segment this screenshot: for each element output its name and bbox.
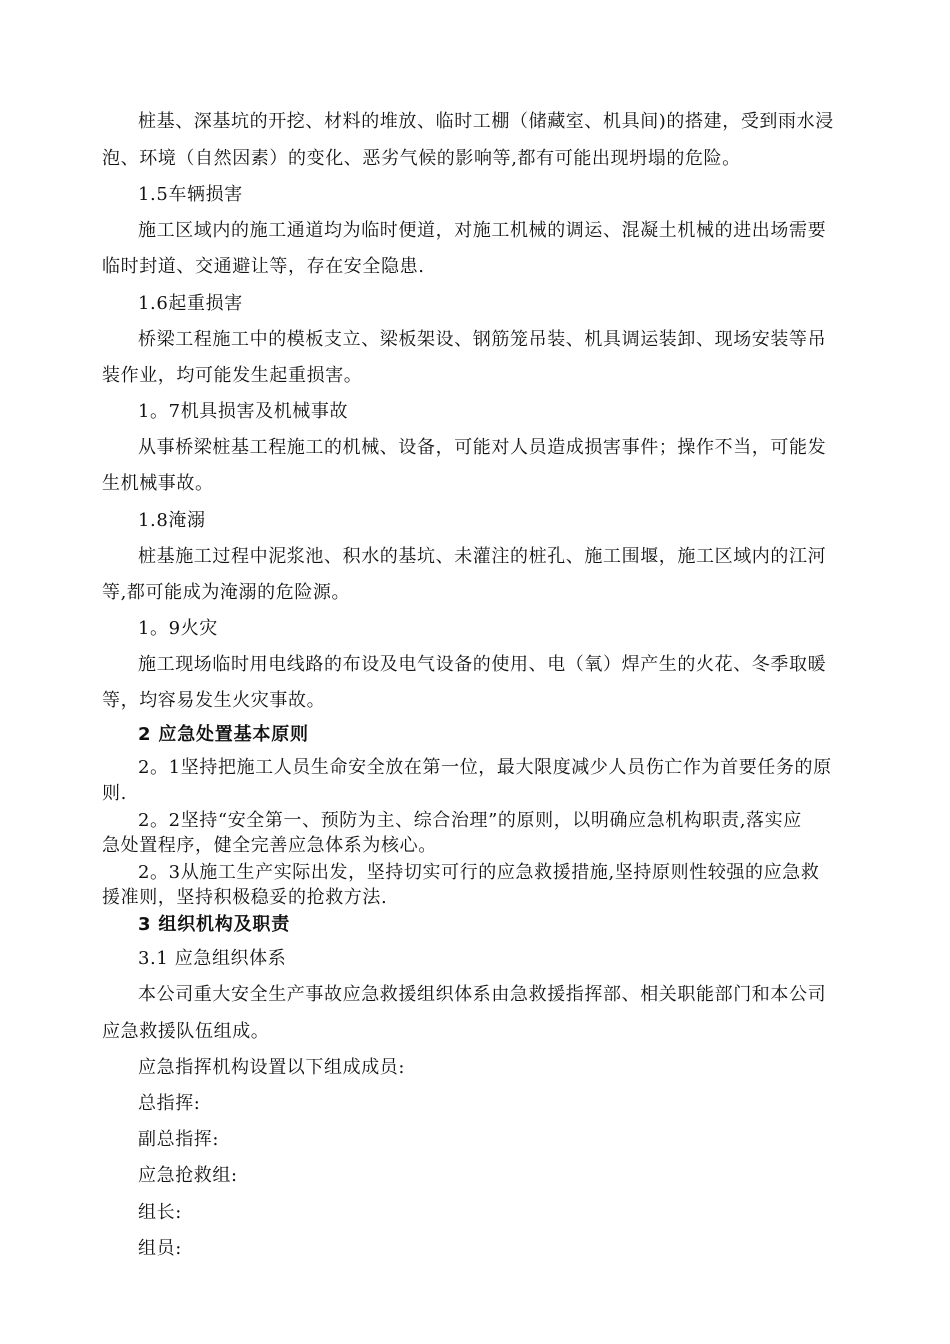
- section-heading-3: 3 组织机构及职责: [138, 914, 290, 935]
- text-line: 桩基、深基坑的开挖、材料的堆放、临时工棚（储藏室、机具间)的搭建，受到雨水浸: [138, 111, 834, 132]
- text-line: 生机械事故。: [102, 473, 214, 494]
- text-line: 应急救援队伍组成。: [102, 1021, 270, 1042]
- section-heading-2: 2 应急处置基本原则: [138, 724, 309, 745]
- text-line: 则.: [102, 783, 127, 804]
- text-line: 应急指挥机构设置以下组成成员:: [138, 1057, 406, 1078]
- field-label-commander: 总指挥:: [138, 1093, 201, 1114]
- text-line: 本公司重大安全生产事故应急救援组织体系由急救援指挥部、相关职能部门和本公司: [138, 984, 827, 1005]
- field-label-deputy-commander: 副总指挥:: [138, 1129, 220, 1150]
- text-line: 桩基施工过程中泥浆池、积水的基坑、未灌注的桩孔、施工围堰，施工区域内的江河: [138, 546, 827, 567]
- text-line: 2。3从施工生产实际出发，坚持切实可行的应急救援措施,坚持原则性较强的应急救: [138, 862, 820, 883]
- text-line: 施工区域内的施工通道均为临时便道，对施工机械的调运、混凝土机械的进出场需要: [138, 220, 827, 241]
- text-line: 援准则，坚持积极稳妥的抢救方法.: [102, 887, 388, 908]
- field-label-rescue-team: 应急抢救组:: [138, 1165, 238, 1186]
- text-line: 施工现场临时用电线路的布设及电气设备的使用、电（氧）焊产生的火花、冬季取暖: [138, 654, 827, 675]
- section-heading-1-6: 1.6起重损害: [138, 293, 243, 314]
- text-line: 等,都可能成为淹溺的危险源。: [102, 582, 351, 603]
- field-label-team-members: 组员:: [138, 1238, 182, 1259]
- text-line: 装作业，均可能发生起重损害。: [102, 365, 363, 386]
- text-line: 桥梁工程施工中的模板支立、梁板架设、钢筋笼吊装、机具调运装卸、现场安装等吊: [138, 329, 827, 350]
- section-heading-3-1: 3.1 应急组织体系: [138, 948, 287, 969]
- section-heading-1-5: 1.5车辆损害: [138, 184, 243, 205]
- text-line: 等，均容易发生火灾事故。: [102, 690, 326, 711]
- field-label-team-leader: 组长:: [138, 1202, 182, 1223]
- section-heading-1-7: 1。7机具损害及机械事故: [138, 401, 349, 422]
- text-line: 2。2坚持“安全第一、预防为主、综合治理”的原则，以明确应急机构职责,落实应: [138, 810, 802, 831]
- text-line: 临时封道、交通避让等，存在安全隐患.: [102, 256, 425, 277]
- text-line: 2。1坚持把施工人员生命安全放在第一位，最大限度减少人员伤亡作为首要任务的原: [138, 757, 832, 778]
- text-line: 急处置程序，健全完善应急体系为核心。: [102, 835, 437, 856]
- text-line: 从事桥梁桩基工程施工的机械、设备，可能对人员造成损害事件；操作不当，可能发: [138, 437, 827, 458]
- section-heading-1-9: 1。9火灾: [138, 618, 218, 639]
- text-line: 泡、环境（自然因素）的变化、恶劣气候的影响等,都有可能出现坍塌的危险。: [102, 148, 741, 169]
- section-heading-1-8: 1.8淹溺: [138, 510, 206, 531]
